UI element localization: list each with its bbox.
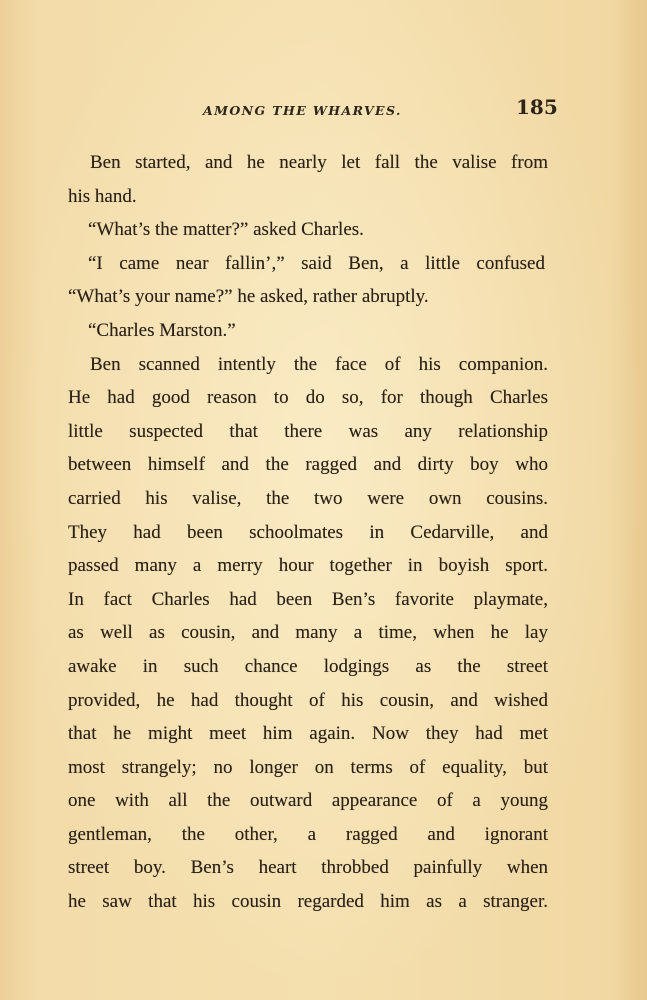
text-line: “What’s the matter?” asked Charles.: [88, 219, 364, 241]
text-line: In fact Charles had been Ben’s favorite playmate,: [68, 588, 548, 610]
page-number: 185: [516, 95, 558, 119]
text-line: street boy. Ben’s heart throbbed painfully when: [68, 857, 548, 879]
text-line: awake in such chance lodgings as the street: [68, 655, 548, 677]
text-line: he saw that his cousin regarded him as a stranger.: [68, 891, 548, 913]
text-line: one with all the outward appearance of a young: [68, 790, 548, 812]
text-line: carried his valise, the two were own cousins.: [68, 487, 548, 509]
body-text: [68, 146, 548, 919]
text-line: as well as cousin, and many a time, when he lay: [68, 622, 548, 644]
text-line: gentleman, the other, a ragged and ignorant: [68, 823, 548, 845]
text-line: between himself and the ragged and dirty boy who: [68, 454, 548, 476]
text-line: “I came near fallin’,” said Ben, a little confused: [88, 252, 545, 274]
running-title: AMONG THE WHARVES.: [203, 103, 402, 118]
text-line: passed many a merry hour together in boyish sport.: [68, 555, 548, 577]
text-line: his hand.: [68, 185, 137, 207]
running-head: [0, 95, 647, 125]
text-line: Ben started, and he nearly let fall the valise from: [90, 152, 548, 173]
text-line: provided, he had thought of his cousin, and wished: [68, 689, 548, 711]
text-line: They had been schoolmates in Cedarville, and: [68, 521, 548, 543]
text-line: that he might meet him again. Now they had met: [68, 723, 548, 745]
text-line: “Charles Marston.”: [88, 319, 236, 341]
text-line: Ben scanned intently the face of his companion.: [90, 353, 548, 375]
text-line: “What’s your name?” he asked, rather abruptly.: [68, 286, 429, 308]
text-line: little suspected that there was any relationship: [68, 420, 548, 442]
text-line: most strangely; no longer on terms of equality, but: [68, 756, 548, 778]
text-line: He had good reason to do so, for though Charles: [68, 387, 548, 409]
